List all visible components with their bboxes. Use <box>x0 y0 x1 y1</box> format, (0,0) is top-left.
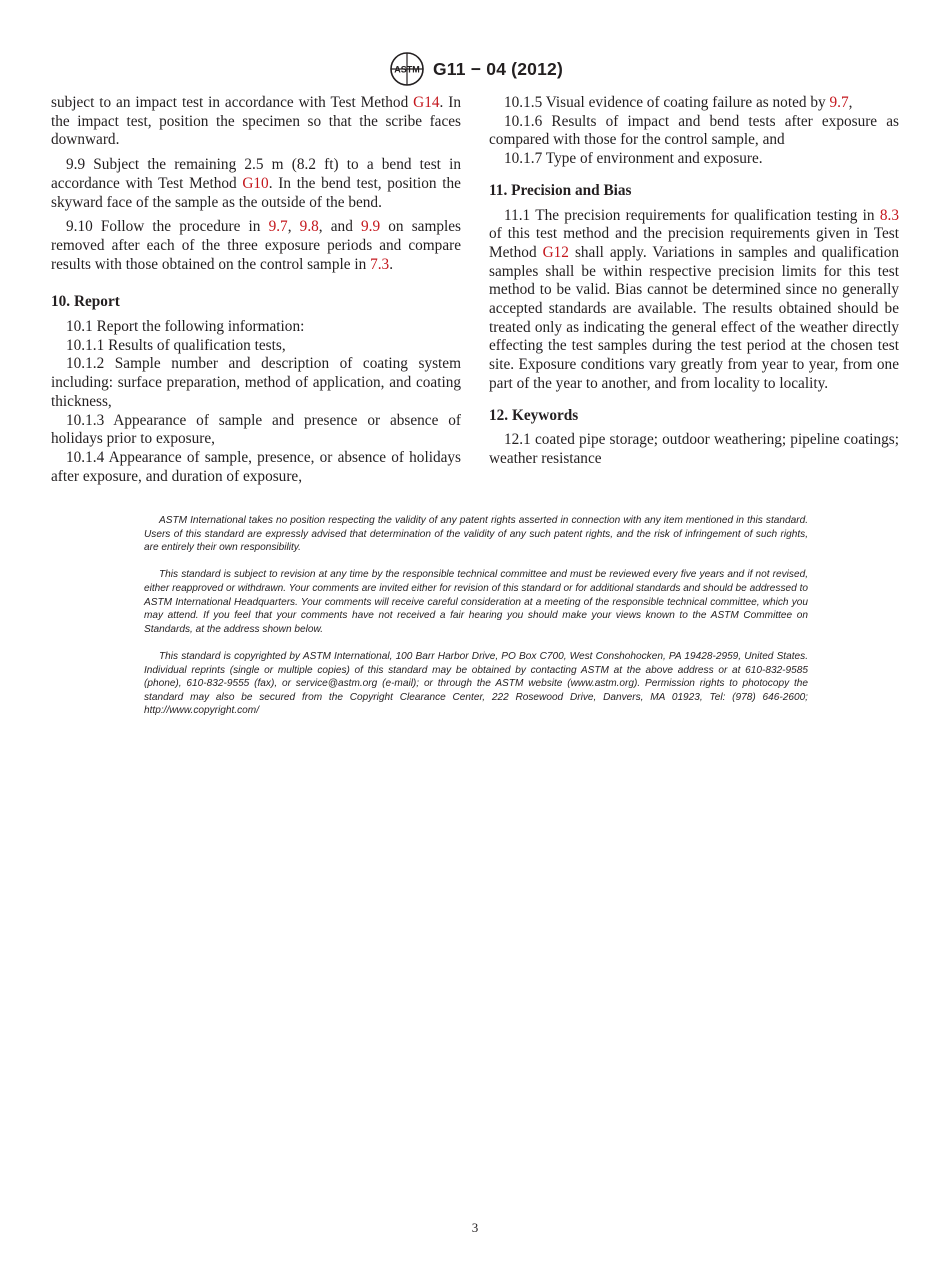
report-item-10-1: 10.1 Report the following information: <box>66 318 305 336</box>
link-9-9[interactable]: 9.9 <box>361 218 381 236</box>
link-9-8[interactable]: 9.8 <box>299 218 319 236</box>
link-g14[interactable]: G14 <box>413 94 440 111</box>
report-item-10-1-4: 10.1.4 Appearance of sample, presence, or absence of holidays after exposure, and duration of exposure, <box>51 448 461 485</box>
link-7-3[interactable]: 7.3 <box>370 255 390 273</box>
section-heading-precision-bias: 11. Precision and Bias <box>489 181 632 199</box>
link-9-7[interactable]: 9.7 <box>268 218 288 236</box>
page-number: 3 <box>471 1220 479 1235</box>
footer-patent-notice: ASTM International takes no position respecting the validity of any patent rights asserted in connection with any item mentioned in this standard. Users of this standard are expressly advised that determination of the validity of any such patent rights, and the risk of infringement of such rights, are entirely their own responsibility. <box>144 515 808 554</box>
paragraph-12-1: 12.1 coated pipe storage; outdoor weathering; pipeline coatings; weather resistance <box>489 431 899 467</box>
paragraph-9-10: 9.10 Follow the procedure in 9.7, 9.8, and 9.9 on samples removed after each of the three exposure periods and compare results with those obtained on the control sample in 7.3. <box>51 218 461 273</box>
paragraph-11-1: 11.1 The precision requirements for qualification testing in 8.3 of this test method and the precision requirements given in Test Method G12 shall apply. Variations in samples and qualification samples shall be within respective precision limits for this test method to be valid. Bias cannot be determined since no generally accepted standards are available. The results obtained should be treated only as indicating the general effect of the weather directly effecting the test samples during the test period at the chosen test site. Exposure conditions vary greatly from year to year, from one part of the year to another, and from locality to locality. <box>489 206 899 392</box>
report-item-10-1-2: 10.1.2 Sample number and description of coating system including: surface preparation, method of application, and coating thickness, <box>51 355 461 410</box>
section-heading-keywords: 12. Keywords <box>489 406 579 424</box>
link-8-3[interactable]: 8.3 <box>879 206 899 224</box>
footer-notices <box>144 514 808 732</box>
link-g12[interactable]: G12 <box>542 243 569 261</box>
svg-text:ASTM: ASTM <box>394 64 420 75</box>
document-id: G11 − 04 (2012) <box>433 58 563 79</box>
section-heading-report: 10. Report <box>51 293 120 311</box>
astm-logo-icon <box>387 51 427 87</box>
paragraph-9-9: 9.9 Subject the remaining 2.5 m (8.2 ft) to a bend test in accordance with Test Method G10. In the bend test, position the skyward face of the sample as the outside of the bend. <box>51 156 461 211</box>
footer-revision-notice: This standard is subject to revision at any time by the responsible technical committee and must be reviewed every five years and if not revised, either reapproved or withdrawn. Your comments are invited either for revision of this standard or for additional standards and should be addressed to ASTM International Headquarters. Your comments will receive careful consideration at a meeting of the responsible technical committee, which you may attend. If you feel that your comments have not received a fair hearing you should make your views known to the ASTM Committee on Standards, at the address shown below. <box>144 569 808 635</box>
paragraph-impact-test: subject to an impact test in accordance with Test Method G14. In the impact test, position the specimen so that the scribe faces downward. <box>51 94 461 149</box>
report-item-10-1-1: 10.1.1 Results of qualification tests, <box>66 336 286 354</box>
right-column <box>489 94 899 469</box>
report-item-10-1-5: 10.1.5 Visual evidence of coating failure as noted by 9.7, <box>504 94 853 111</box>
report-item-10-1-6: 10.1.6 Results of impact and bend tests after exposure as compared with those for the control sample, and <box>489 112 899 149</box>
link-9-7-b[interactable]: 9.7 <box>829 94 849 111</box>
footer-copyright-notice: This standard is copyrighted by ASTM International, 100 Barr Harbor Drive, PO Box C700, West Conshohocken, PA 19428-2959, United States. Individual reprints (single or multiple copies) of this standard may be obtained by contacting ASTM at the above address or at 610-832-9585 (phone), 610-832-9555 (fax), or service@astm.org (e-mail); or through the ASTM website (www.astm.org). Permission rights to photocopy the standard may also be secured from the Copyright Clearance Center, 222 Rosewood Drive, Danvers, MA 01923, Tel: (978) 646-2600; http://www.copyright.com/ <box>144 650 808 717</box>
report-item-10-1-3: 10.1.3 Appearance of sample and presence or absence of holidays prior to exposure, <box>51 411 461 448</box>
report-item-10-1-7: 10.1.7 Type of environment and exposure. <box>504 150 763 168</box>
link-g10[interactable]: G10 <box>242 174 269 192</box>
left-column <box>51 94 461 486</box>
page-header <box>0 51 950 87</box>
